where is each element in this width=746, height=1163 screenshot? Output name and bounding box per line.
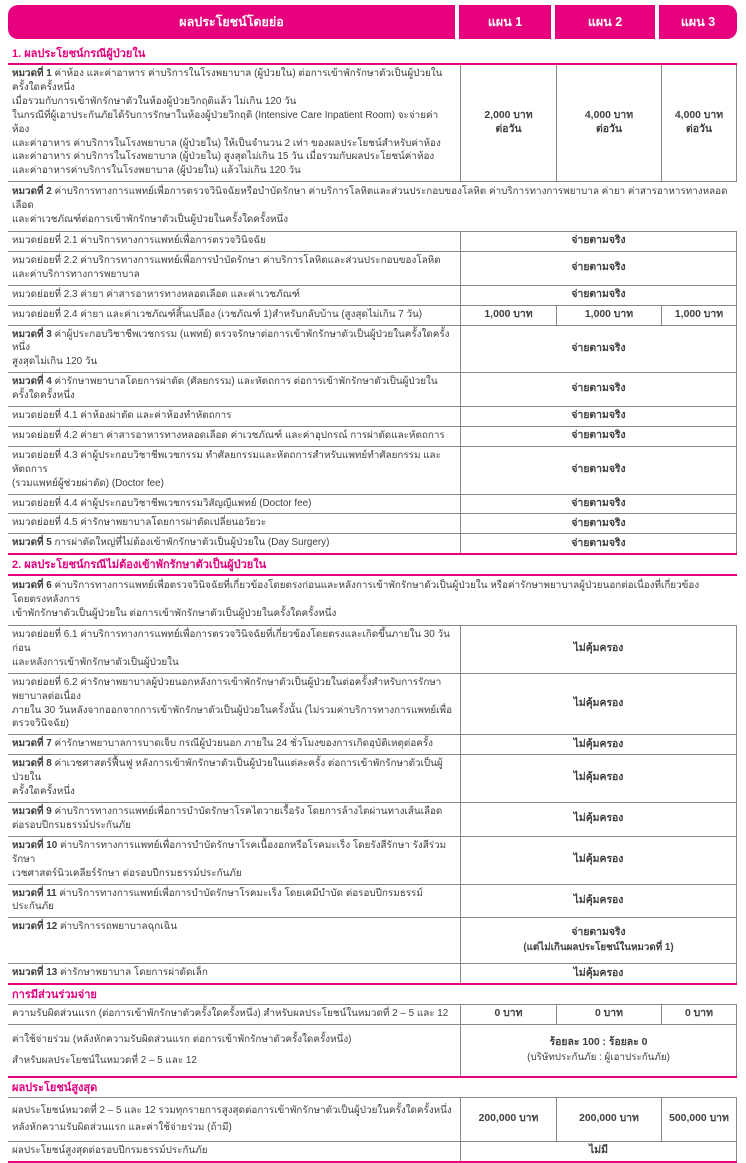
value-cell-plan-2: 0 บาท <box>556 1005 661 1024</box>
table-row <box>8 576 737 626</box>
value-cell-plan-1: 1,000 บาท <box>484 308 533 320</box>
row-label-prefix: หมวดที่ 8 <box>12 758 52 770</box>
row-label: หมวดย่อยที่ 4.4 ค่าผู้ประกอบวิชาชีพเวชกรรมวิสัญญีแพทย์ (Doctor fee) <box>12 497 312 509</box>
header-plan-1-cell: แผน 1 <box>459 5 551 39</box>
value-cell-plan-2: 1,000 บาท <box>556 306 661 325</box>
row-label-prefix: หมวดที่ 12 <box>12 921 58 933</box>
table-row <box>8 735 737 755</box>
value-cell-plan-3: 0 บาท <box>661 1005 736 1024</box>
table-row <box>8 1005 737 1025</box>
value-cell-merged: ไม่มี <box>589 1145 608 1157</box>
table-row <box>8 534 737 553</box>
value-cell-merged: ไม่คุ้มครอง <box>573 738 624 750</box>
value-cell-plan-1: 2,000 บาท ต่อวัน <box>484 109 533 136</box>
row-label: ผลประโยชน์สูงสุดต่อรอบปีกรมธรรม์ประกันภัย <box>12 1145 208 1157</box>
row-label-prefix: หมวดที่ 7 <box>12 738 52 750</box>
section-heading: 2. ผลประโยชน์กรณีไม่ต้องเข้าพักรักษาตัวเป็นผู้ป่วยใน <box>8 553 737 576</box>
value-cell-merged: จ่ายตามจริง <box>571 410 626 422</box>
value-cell-merged: จ่ายตามจริง <box>571 383 626 395</box>
value-cell-subtext: (แต่ไม่เกินผลประโยชน์ในหมวดที่ 1) <box>523 941 674 953</box>
row-label: หมวดที่ 2 ค่าบริการทางการแพทย์เพื่อการตรวจวินิจฉัยหรือบำบัดรักษา ค่าบริการโลหิตและส่วนประกอบของโลหิต ค่าบริการทางการพยาบาล ค่ายา ค่าสารอาหารทางหลอดเลือด และค่าเวชภัณฑ์ต่อการเข้าพักรักษาตัวเป็นผู้ป่วยในครั้งใดครั้งหนึ่ง <box>12 186 728 226</box>
value-cell-merged: จ่ายตามจริง <box>571 463 626 475</box>
value-cell-merged: ไม่คุ้มครอง <box>573 967 624 979</box>
row-label: หมวดที่ 10 ค่าบริการทางการแพทย์เพื่อการบำบัดรักษาโรคเนื้องอกหรือโรคมะเร็ง โดยรังสีรักษา รังสีร่วมรักษา เวชศาสตร์นิวเคลียร์รักษา ต่อรอบปีกรมธรรม์ประกันภัย <box>12 839 447 879</box>
table-row <box>8 1098 737 1142</box>
row-label: หมวดที่ 5 การผ่าตัดใหญ่ที่ไม่ต้องเข้าพักรักษาตัวเป็นผู้ป่วยใน (Day Surgery) <box>12 537 330 549</box>
table-row <box>8 514 737 534</box>
row-label: หมวดย่อยที่ 2.2 ค่าบริการทางการแพทย์เพื่อการบำบัดรักษา ค่าบริการโลหิตและส่วนประกอบของโลหิต และค่าบริการทางการพยาบาล <box>12 254 441 280</box>
row-label: หมวดย่อยที่ 4.5 ค่ารักษาพยาบาลโดยการผ่าตัดเปลี่ยนอวัยวะ <box>12 517 267 529</box>
row-label: หมวดย่อยที่ 2.4 ค่ายา และค่าเวชภัณฑ์สิ้นเปลือง (เวชภัณฑ์ 1)สำหรับกลับบ้าน (สูงสุดไม่เกิน 7 วัน) <box>12 308 423 320</box>
table-row <box>8 326 737 374</box>
table-row <box>8 495 737 515</box>
section-heading: ผลประโยชน์สูงสุด <box>8 1076 737 1098</box>
value-cell-merged: จ่ายตามจริง <box>571 235 626 247</box>
value-cell-merged: จ่ายตามจริง <box>571 342 626 354</box>
value-cell-merged: จ่ายตามจริง <box>571 537 626 549</box>
value-cell-plan-1: 200,000 บาท <box>478 1113 539 1125</box>
value-cell-merged: ไม่คุ้มครอง <box>573 772 624 784</box>
value-cell-merged: ร้อยละ 100 : ร้อยละ 0 (บริษัทประกันภัย : ผู้เอาประกันภัย) <box>461 1025 736 1076</box>
table-header-bar <box>8 5 737 39</box>
row-label: หมวดที่ 12 ค่าบริการรถพยาบาลฉุกเฉิน <box>12 921 178 933</box>
value-cell-merged: จ่ายตามจริง <box>571 430 626 442</box>
table-row <box>8 755 737 803</box>
row-label: หมวดย่อยที่ 4.1 ค่าห้องผ่าตัด และค่าห้องทำหัตถการ <box>12 410 232 422</box>
value-cell-plan-2: 4,000 บาท ต่อวัน <box>556 65 661 181</box>
table-row <box>8 252 737 286</box>
value-cell-plan-3: 4,000 บาท ต่อวัน <box>661 65 736 181</box>
row-label: หมวดย่อยที่ 4.2 ค่ายา ค่าสารอาหารทางหลอดเลือด ค่าเวชภัณฑ์ และค่าอุปกรณ์ การผ่าตัดและหัตถการ <box>12 429 445 441</box>
value-cell-plan-3: 500,000 บาท <box>661 1098 736 1141</box>
row-label-prefix: หมวดที่ 3 <box>12 328 52 340</box>
table-row <box>8 918 737 964</box>
row-label-prefix: หมวดที่ 4 <box>12 376 52 388</box>
row-label: หมวดย่อยที่ 6.1 ค่าบริการทางการแพทย์เพื่อการตรวจวินิจฉัยที่เกี่ยวข้องโดยตรงและเกิดขึ้นภายใน 30 วันก่อน และหลังการเข้าพักรักษาตัวเป็นผู้ป่วยใน <box>12 629 450 668</box>
value-cell-merged: จ่ายตามจริง (แต่ไม่เกินผลประโยชน์ในหมวดที่ 1) <box>461 918 736 963</box>
table-row <box>8 626 737 674</box>
row-label-prefix: หมวดที่ 6 <box>12 580 52 592</box>
row-label: หมวดที่ 6 ค่าบริการทางการแพทย์เพื่อตรวจวินิจฉัยที่เกี่ยวข้องโดยตรงก่อนและหลังการเข้าพักรักษาตัวเป็นผู้ป่วยใน หรือค่ารักษาพยาบาลผู้ป่วยนอกต่อเนื่องที่เกี่ยวข้องโดยตรงหลังการ เข้าพักรักษาตัวเป็นผู้ป่วยใน ต่อการเข้าพักรักษาตัวเป็นผู้ป่วยในครั้งใดครั้งหนึ่ง <box>12 580 700 620</box>
row-label: ค่าใช้จ่ายร่วม (หลังหักความรับผิดส่วนแรก ต่อการเข้าพักรักษาตัวครั้งใดครั้งหนึ่ง) สำหรับผลประโยชน์ในหมวดที่ 2 – 5 และ 12 <box>12 1034 352 1067</box>
value-cell-plan-1: 0 บาท <box>494 1008 523 1020</box>
table-row <box>8 447 737 495</box>
row-label: หมวดที่ 7 ค่ารักษาพยาบาลการบาดเจ็บ กรณีผู้ป่วยนอก ภายใน 24 ชั่วโมงของการเกิดอุบัติเหตุต่อครั้ง <box>12 738 433 750</box>
row-label: หมวดที่ 1 ค่าห้อง และค่าอาหาร ค่าบริการในโรงพยาบาล (ผู้ป่วยใน) ต่อการเข้าพักรักษาตัวเป็นผู้ป่วยในครั้งใดครั้งหนึ่ง เมื่อรวมกับการเข้าพักรักษาตัวในห้องผู้ป่วยวิกฤติแล้ว ไม่เกิน 120 วัน ในกรณีที่ผู้เอาประกันภัยได้รับการรักษาในห้องผู้ป่วยวิกฤติ (Intensive Care Inpatient Room) จะจ่ายค่าห้อง และค่าอาหาร ค่าบริการในโรงพยาบาล (ผู้ป่วยใน) ให้เป็นจำนวน 2 เท่า ของผลประโยชน์สำหรับค่าห้อง และค่าอาหาร ค่าบริการในโรงพยาบาล (ผู้ป่วยใน) สูงสุดไม่เกิน 15 วัน เมื่อรวมกับผลประโยชน์ค่าห้อง และค่าอาหารค่าบริการในโรงพยาบาล (ผู้ป่วยใน) แล้วไม่เกิน 120 วัน <box>12 68 443 177</box>
row-label-prefix: หมวดที่ 13 <box>12 967 58 979</box>
table-row <box>8 1025 737 1076</box>
section-heading: การมีส่วนร่วมจ่าย <box>8 983 737 1005</box>
row-label: หมวดที่ 11 ค่าบริการทางการแพทย์เพื่อการบำบัดรักษาโรคมะเร็ง โดยเคมีบำบัด ต่อรอบปีกรมธรรม์ประกันภัย <box>12 887 423 913</box>
row-label: หมวดที่ 9 ค่าบริการทางการแพทย์เพื่อการบำบัดรักษาโรคไตวายเรื้อรัง โดยการล้างไตผ่านทางเส้นเลือด ต่อรอบปีกรมธรรม์ประกันภัย <box>12 805 443 831</box>
row-label: หมวดที่ 4 ค่ารักษาพยาบาลโดยการผ่าตัด (ศัลยกรรม) และหัตถการ ต่อการเข้าพักรักษาตัวเป็นผู้ป่วยในครั้งใดครั้งหนึ่ง <box>12 376 438 402</box>
row-label: หมวดที่ 3 ค่าผู้ประกอบวิชาชีพเวชกรรม (แพทย์) ตรวจรักษาต่อการเข้าพักรักษาตัวเป็นผู้ป่วยในครั้งใดครั้งหนึ่ง สูงสุดไม่เกิน 120 วัน <box>12 328 450 368</box>
table-row <box>8 286 737 306</box>
value-cell-merged: ไม่คุ้มครอง <box>573 643 624 655</box>
value-cell-merged: ไม่คุ้มครอง <box>573 894 624 906</box>
row-label: หมวดย่อยที่ 2.1 ค่าบริการทางการแพทย์เพื่อการตรวจวินิจฉัย <box>12 234 266 246</box>
table-row <box>8 182 737 232</box>
table-row <box>8 65 737 182</box>
row-label-prefix: หมวดที่ 11 <box>12 887 57 899</box>
value-cell-subtext: (บริษัทประกันภัย : ผู้เอาประกันภัย) <box>527 1051 670 1063</box>
table-row <box>8 964 737 983</box>
value-cell-plan-3: 1,000 บาท <box>661 306 736 325</box>
row-label: ความรับผิดส่วนแรก (ต่อการเข้าพักรักษาตัวครั้งใดครั้งหนึ่ง) สำหรับผลประโยชน์ในหมวดที่ 2 – 5 และ 12 <box>12 1008 449 1020</box>
row-label-prefix: หมวดที่ 5 <box>12 537 52 549</box>
section-heading: 1. ผลประโยชน์กรณีผู้ป่วยใน <box>8 44 737 65</box>
table-row <box>8 1142 737 1163</box>
table-row <box>8 837 737 885</box>
row-label: ผลประโยชน์หมวดที่ 2 – 5 และ 12 รวมทุกรายการสูงสุดต่อการเข้าพักรักษาตัวเป็นผู้ป่วยในครั้งใดครั้งหนึ่ง หลังหักความรับผิดส่วนแรก และค่าใช้จ่ายร่วม (ถ้ามี) <box>12 1105 452 1134</box>
value-cell-merged: จ่ายตามจริง <box>571 497 626 509</box>
table-row <box>8 427 737 447</box>
row-label: หมวดที่ 8 ค่าเวชศาสตร์ฟื้นฟู หลังการเข้าพักรักษาตัวเป็นผู้ป่วยในแต่ละครั้ง ต่อการเข้าพักรักษาตัวเป็นผู้ป่วยใน ครั้งใดครั้งหนึ่ง <box>12 758 443 798</box>
value-cell-merged: จ่ายตามจริง <box>571 288 626 300</box>
table-row <box>8 674 737 736</box>
row-label: หมวดย่อยที่ 2.3 ค่ายา ค่าสารอาหารทางหลอดเลือด และค่าเวชภัณฑ์ <box>12 288 300 300</box>
header-plan-3-cell: แผน 3 <box>659 5 737 39</box>
value-cell-merged: ไม่คุ้มครอง <box>573 813 624 825</box>
row-label-prefix: หมวดที่ 9 <box>12 805 52 817</box>
row-label-prefix: หมวดที่ 1 <box>12 68 52 79</box>
benefit-table-body <box>8 44 737 1163</box>
table-row <box>8 885 737 919</box>
table-row <box>8 232 737 252</box>
row-label: หมวดย่อยที่ 4.3 ค่าผู้ประกอบวิชาชีพเวชกรรม ทำศัลยกรรมและหัตถการสำหรับแพทย์ทำศัลยกรรม และหัตถการ (รวมแพทย์ผู้ช่วยผ่าตัด) (Doctor fee) <box>12 449 441 489</box>
header-plan-2-cell: แผน 2 <box>555 5 655 39</box>
row-label: หมวดย่อยที่ 6.2 ค่ารักษาพยาบาลผู้ป่วยนอกหลังการเข้าพักรักษาตัวเป็นผู้ป่วยในต่อครั้งสำหรับการรักษาพยาบาลต่อเนื่อง ภายใน 30 วันหลังจากออกจากการเข้าพักรักษาตัวเป็นผู้ป่วยในครั้งนั้น (ไม่รวมค่าบริการทางการแพทย์เพื่อตรวจวินิจฉัย) <box>12 676 452 730</box>
value-cell-merged: จ่ายตามจริง <box>571 517 626 529</box>
row-label: หมวดที่ 13 ค่ารักษาพยาบาล โดยการผ่าตัดเล็ก <box>12 967 208 979</box>
table-row <box>8 407 737 427</box>
value-cell-plan-2: 200,000 บาท <box>556 1098 661 1141</box>
row-label-prefix: หมวดที่ 10 <box>12 839 58 851</box>
header-summary-cell: ผลประโยชน์โดยย่อ <box>8 5 455 39</box>
table-row <box>8 373 737 407</box>
row-label-prefix: หมวดที่ 2 <box>12 186 52 198</box>
value-cell-merged: ไม่คุ้มครอง <box>573 853 624 865</box>
value-cell-merged: จ่ายตามจริง <box>571 262 626 274</box>
table-row <box>8 803 737 837</box>
table-row <box>8 306 737 326</box>
value-cell-merged: ไม่คุ้มครอง <box>573 697 624 709</box>
